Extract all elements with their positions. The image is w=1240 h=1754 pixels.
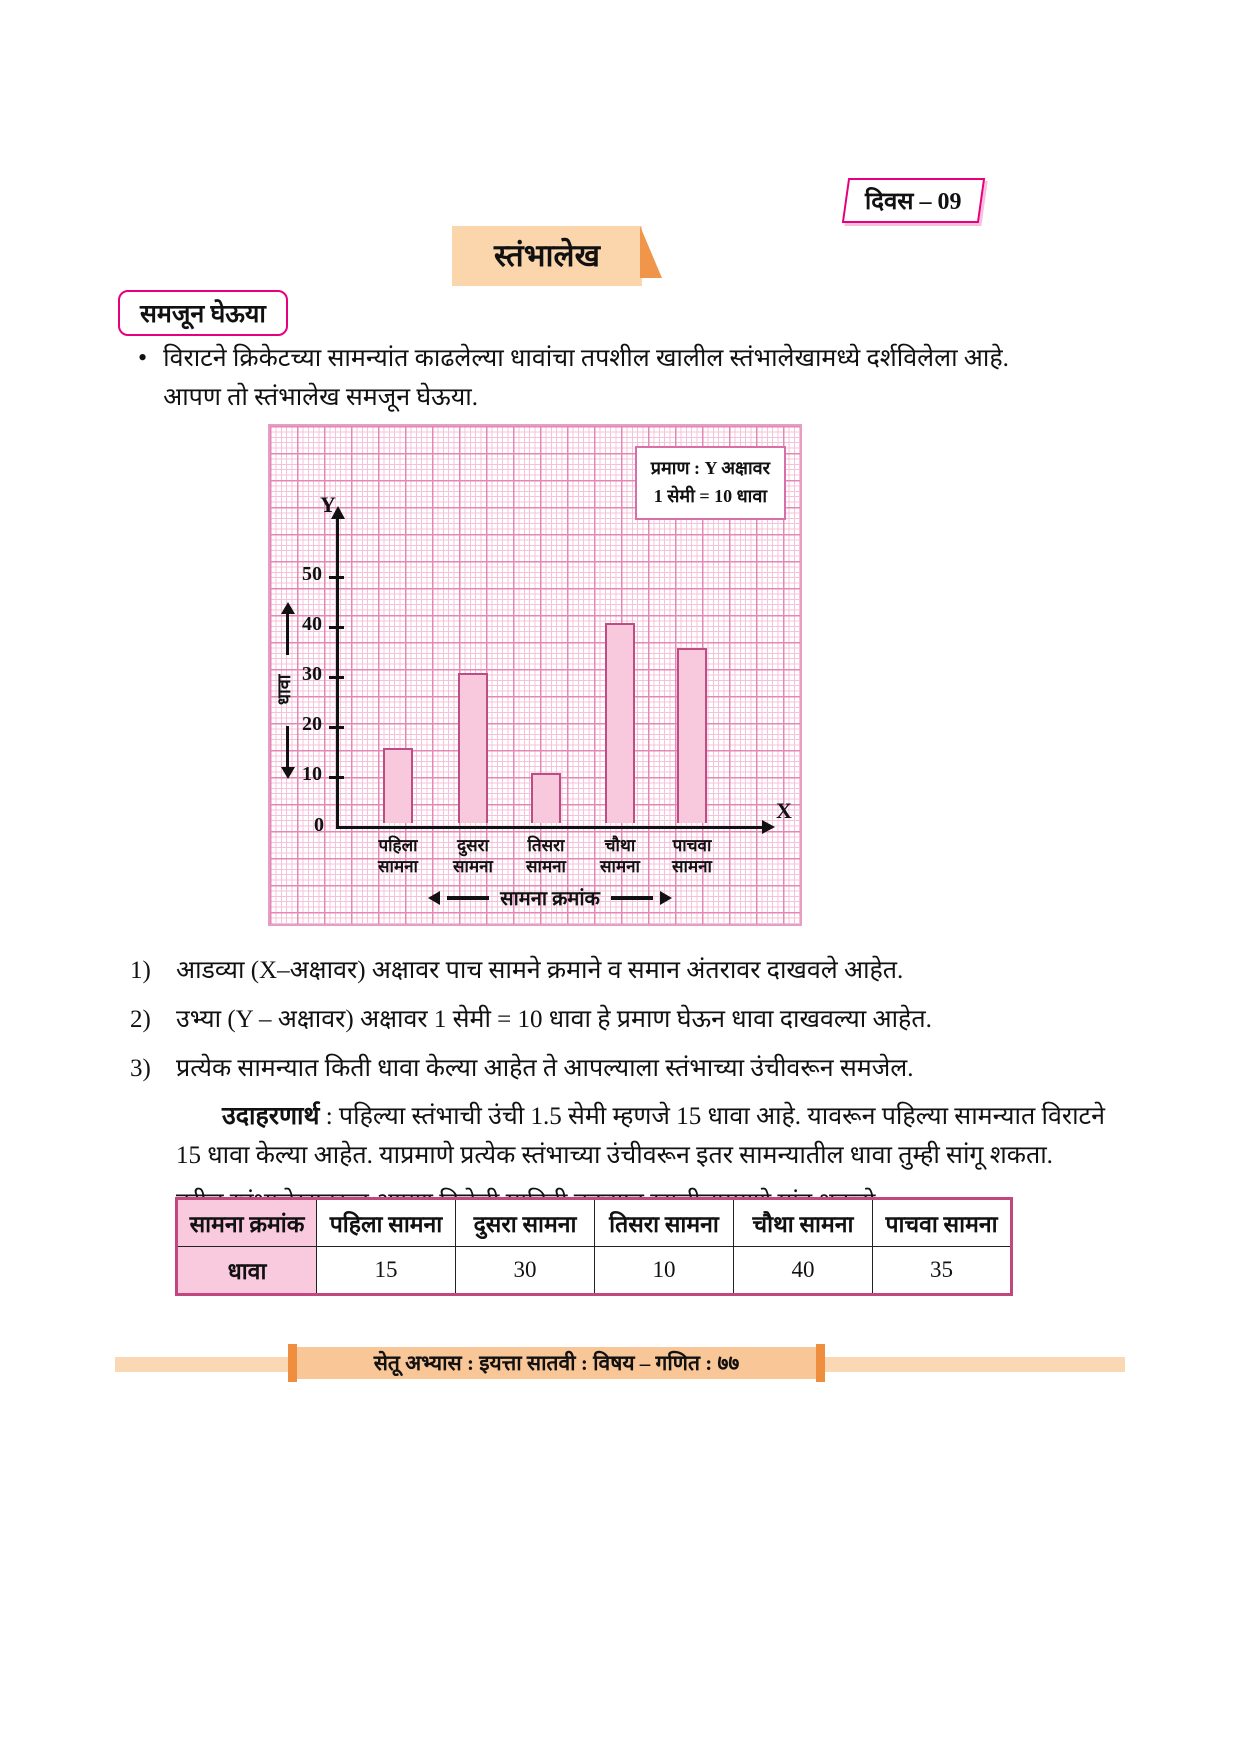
x-category-label: तिसरा सामना	[526, 836, 566, 877]
x-axis-title-text: सामना क्रमांक	[500, 888, 600, 910]
day-badge-label: दिवस – 09	[865, 189, 962, 215]
bar-chart	[268, 424, 802, 926]
bullet-icon: •	[138, 343, 148, 372]
y-axis	[336, 518, 339, 827]
section-label: समजून घेऊया	[140, 301, 266, 328]
scale-legend-line1: प्रमाण : Y अक्षावर	[650, 458, 770, 478]
intro-paragraph	[138, 340, 1068, 418]
table-header-cell: तिसरा सामना	[595, 1199, 734, 1247]
note-item-3: 3) प्रत्येक सामन्यात किती धावा केल्या आहेत ते आपल्याला स्तंभाच्या उंचीवरून समजेल.	[130, 1054, 914, 1082]
table-value-cell: 10	[595, 1247, 734, 1295]
example-paragraph	[176, 1098, 1130, 1176]
y-tick-mark	[329, 626, 344, 629]
down-arrow-icon	[281, 767, 295, 779]
origin-label: 0	[314, 814, 324, 836]
table-value-cell: 35	[873, 1247, 1012, 1295]
x-axis-arrow-icon	[762, 820, 775, 834]
arrow-shaft	[611, 896, 653, 900]
table-header-row	[177, 1199, 1012, 1247]
notes-section	[130, 952, 1130, 1223]
bar-match-5	[677, 648, 707, 823]
intro-text: विराटने क्रिकेटच्या सामन्यांत काढलेल्या धावांचा तपशील खालील स्तंभालेखामध्ये दर्शविलेला आहे. आपण तो स्तंभालेख समजून घेऊया.	[163, 345, 1009, 411]
note-item-1: 1) आडव्या (X–अक्षावर) अक्षावर पाच सामने क्रमाने व समान अंतरावर दाखवले आहेत.	[130, 957, 904, 984]
page-title: स्तंभालेख	[494, 238, 600, 273]
table-header-cell: दुसरा सामना	[456, 1199, 595, 1247]
arrow-shaft	[286, 726, 289, 768]
left-arrow-icon	[428, 891, 440, 905]
example-text: : पहिल्या स्तंभाची उंची 1.5 सेमी म्हणजे 15 धावा आहे. यावरून पहिल्या सामन्यात विराटने 15 धावा केल्या आहेत. याप्रमाणे प्रत्येक स्तंभाच्या उंचीवरून इतर सामन्यातील धावा तुम्ही सांगू शकता.	[176, 1103, 1106, 1169]
y-tick-label: 40	[302, 613, 322, 635]
bar-match-2	[458, 673, 488, 823]
x-category-label: पहिला सामना	[378, 836, 418, 877]
x-axis-title	[336, 884, 764, 911]
y-tick-mark	[329, 776, 344, 779]
y-axis-letter: Y	[320, 492, 336, 517]
y-tick-label: 10	[302, 763, 322, 785]
table-value-cell: 30	[456, 1247, 595, 1295]
y-tick-mark	[329, 726, 344, 729]
arrow-shaft	[447, 896, 489, 900]
day-badge	[842, 178, 985, 223]
right-arrow-icon	[660, 891, 672, 905]
x-category-label: चौथा सामना	[600, 836, 640, 877]
y-axis-title-text: धावा	[274, 674, 294, 706]
scale-legend	[635, 446, 786, 520]
arrow-shaft	[286, 613, 289, 655]
footer-divider	[816, 1344, 825, 1382]
table-value-cell: 15	[317, 1247, 456, 1295]
x-axis-letter: X	[776, 798, 792, 823]
table-header-cell: पाचवा सामना	[873, 1199, 1012, 1247]
y-tick-label: 20	[302, 713, 322, 735]
note-item-2: 2) उभ्या (Y – अक्षावर) अक्षावर 1 सेमी = 10 धावा हे प्रमाण घेऊन धावा दाखवल्या आहेत.	[130, 1005, 932, 1033]
row-label-cell: धावा	[177, 1247, 317, 1295]
bar-match-3	[531, 773, 561, 823]
table-value-cell: 40	[734, 1247, 873, 1295]
x-axis	[336, 826, 764, 829]
example-label: उदाहरणार्थ	[222, 1103, 320, 1131]
x-category-label: दुसरा सामना	[453, 836, 493, 877]
bar-match-1	[383, 748, 413, 823]
y-tick-label: 50	[302, 563, 322, 585]
table-header-cell: चौथा सामना	[734, 1199, 873, 1247]
table-values-row	[177, 1247, 1012, 1295]
footer-text-band	[297, 1347, 816, 1379]
y-tick-label: 30	[302, 663, 322, 685]
runs-table	[175, 1197, 1013, 1296]
footer-text: सेतू अभ्यास : इयत्ता सातवी : विषय – गणित : ७७	[373, 1351, 740, 1375]
bar-match-4	[605, 623, 635, 823]
y-tick-mark	[329, 676, 344, 679]
table-header-cell: सामना क्रमांक	[177, 1199, 317, 1247]
footer-divider	[288, 1344, 297, 1382]
table-header-cell: पहिला सामना	[317, 1199, 456, 1247]
y-tick-mark	[329, 576, 344, 579]
scale-legend-line2: 1 सेमी = 10 धावा	[653, 485, 768, 506]
page-title-banner	[452, 226, 642, 286]
section-label-box	[118, 290, 288, 336]
x-category-label: पाचवा सामना	[672, 836, 712, 877]
